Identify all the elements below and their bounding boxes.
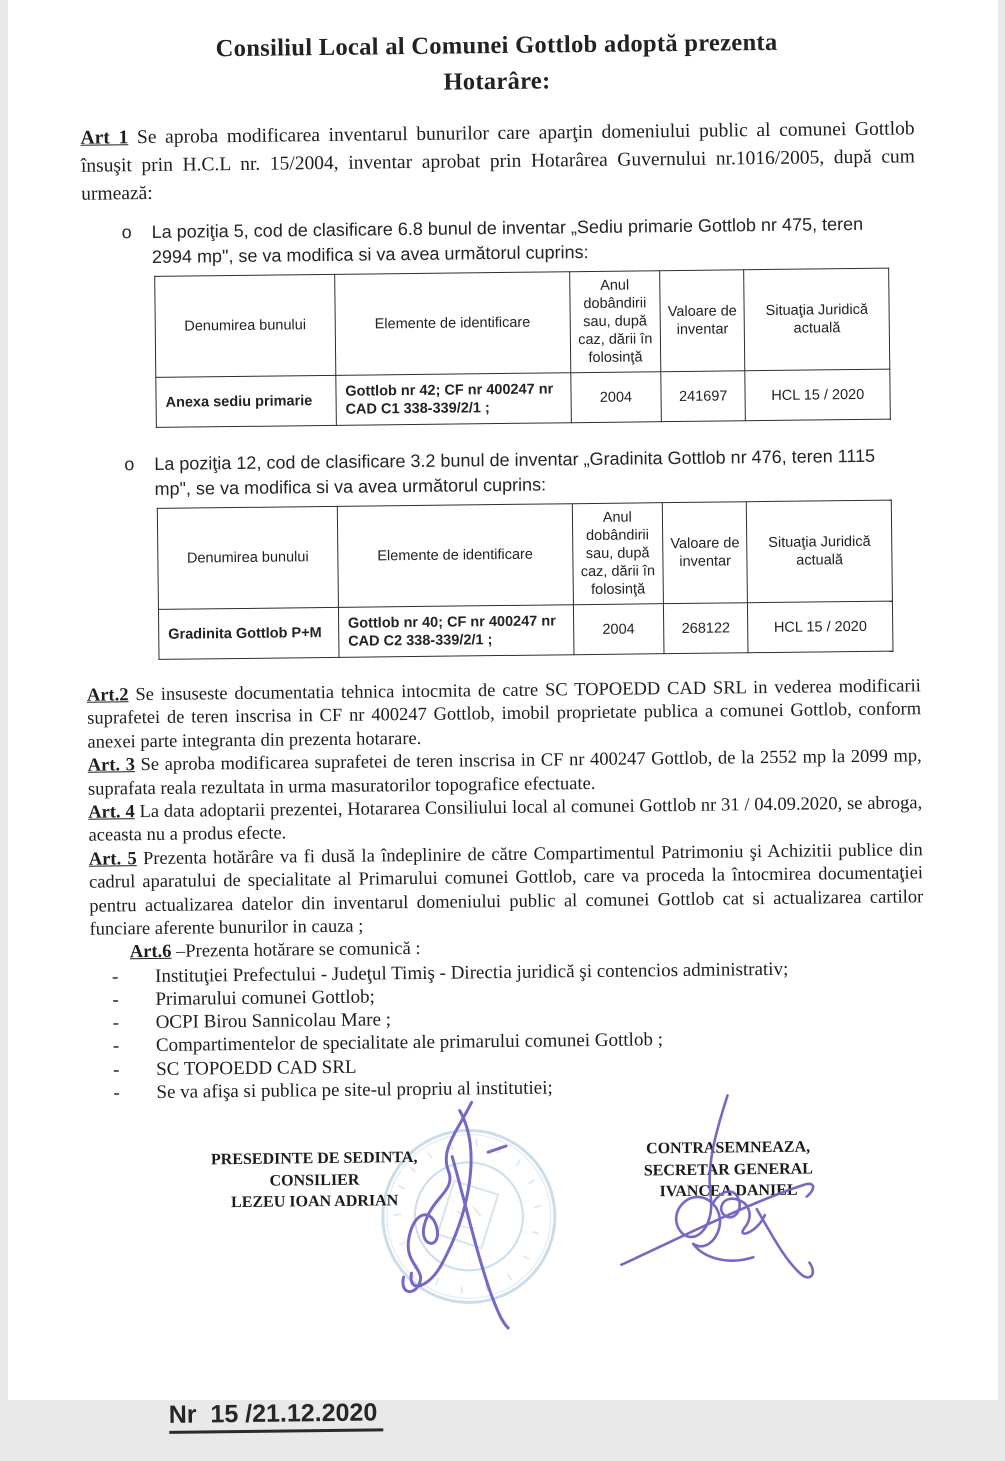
cell-anul: 2004	[570, 372, 661, 423]
col-header-anul: Anul dobândirii sau, după caz, dării în folosinţă	[569, 271, 660, 373]
handwritten-signature-icon	[605, 1086, 847, 1309]
dash-marker: -	[112, 1059, 120, 1081]
article-2-text: Se insuseste documentatia tehnica intocmita de catre SC TOPOEDD CAD SRL in vederea modificarii suprafetei de teren inscrisa in CF nr 400247 Gottlob, imobil proprietate publica a comunei Gottlob, conform anexei parte integranta din prezenta hotarare.	[86, 676, 921, 753]
list-item-text: Primarului comunei Gottlob;	[154, 986, 375, 1011]
table-row	[158, 601, 893, 659]
document-title-line2: Hotarâre:	[442, 67, 551, 96]
article-3-text: Se aproba modificarea suprafetei de teren inscrisa in CF nr 400247 Gottlob, de la 2552 mp la 2099 mp, suprafata reala rezultata in urma masuratorilor topografice efectuate.	[87, 746, 922, 800]
table-header-row	[154, 268, 889, 377]
article-4-text: La data adoptarii prezentei, Hotararea Consiliului local al comunei Gottlob nr 31 / 04.09.2020, se abroga, aceasta nu a produs efecte.	[87, 793, 922, 847]
scanned-document-page	[8, 0, 998, 1429]
signature-area	[91, 1095, 928, 1356]
article-3-label: Art. 3	[87, 755, 135, 776]
cell-denumire: Anexa sediu primarie	[155, 375, 335, 427]
position-12-intro: La poziţia 12, cod de clasificare 3.2 bunul de inventar „Gradinita Gottlob nr 476, teren 1115 mp", se va modifica si va avea următorul cuprins:	[153, 445, 875, 499]
cell-situatia: HCL 15 / 2020	[745, 369, 890, 421]
articles-block	[86, 675, 923, 965]
article-6-label: Art.6	[129, 942, 172, 963]
bullet-marker: o	[123, 454, 134, 475]
col-header-situatia: Situaţia Juridică actuală	[746, 500, 892, 603]
list-item-text: SC TOPOEDD CAD SRL	[155, 1056, 357, 1080]
article-1-label: Art 1	[79, 127, 128, 149]
position-12-bullet	[124, 443, 919, 502]
signatory-right-role: SECRETAR GENERAL	[643, 1160, 813, 1180]
list-item-text: Instituţiei Prefectului - Judeţul Timiş - Directia juridică şi contencios administrativ;	[154, 958, 788, 987]
article-6-text: –Prezenta hotărare se comunică :	[175, 939, 421, 963]
list-item-text: Compartimentelor de specialitate ale primarului comunei Gottlob ;	[155, 1029, 663, 1057]
cell-valoare: 241697	[660, 371, 745, 422]
signatory-left-title: PRESEDINTE DE SEDINTA,	[210, 1149, 417, 1169]
col-header-denumire: Denumirea bunului	[154, 274, 335, 377]
cell-elemente: Gottlob nr 40; CF nr 400247 nr CAD C2 338-339/2/1 ;	[338, 605, 573, 658]
cell-valoare: 268122	[663, 603, 748, 654]
bullet-marker: o	[121, 222, 132, 243]
list-item-text: OCPI Birou Sannicolau Mare ;	[155, 1009, 391, 1034]
inventory-table-position-5	[154, 268, 891, 428]
decision-number	[126, 1363, 929, 1459]
col-header-elemente: Elemente de identificare	[334, 272, 570, 376]
col-header-anul: Anul dobândirii sau, după caz, dării în folosinţă	[571, 503, 662, 605]
dash-marker: -	[111, 966, 119, 988]
article-5-text: Prezenta hotărâre va fi dusă la îndeplinire de către Compartimentul Patrimoniu şi Achizitii publice din cadrul aparatului de specialitate al Primarului comunei Gottlob, care va proceda la întocmirea documentaţiei pentru actualizarea datelor din inventarul domeniului public al comunei Gottlob cat si actualizarea cartilor funciare aferente bunurilor in cauza ;	[88, 840, 923, 940]
cell-situatia: HCL 15 / 2020	[747, 601, 892, 653]
inventory-table-position-12	[156, 500, 893, 660]
cell-elemente: Gottlob nr 42; CF nr 400247 nr CAD C1 338-339/2/1 ;	[335, 373, 570, 426]
article-2	[86, 675, 921, 755]
article-1-text: Se aproba modificarea inventarul bunurilor care aparţin domeniului public al comunei Gottlob însuşit prin H.C.L nr. 15/2004, inventar aprobat prin Hotarârea Guvernului nr.1016/2005, după cum urmează:	[80, 118, 915, 205]
position-5-bullet	[121, 211, 916, 270]
cell-anul: 2004	[573, 604, 664, 655]
position-5-intro: La poziţia 5, cod de clasificare 6.8 bunul de inventar „Sediu primarie Gottlob nr 475, teren 2994 mp", se va modifica si va avea următorul cuprins:	[151, 213, 863, 267]
col-header-elemente: Elemente de identificare	[337, 504, 573, 608]
col-header-situatia: Situaţia Juridică actuală	[744, 268, 890, 371]
article-4-label: Art. 4	[87, 802, 135, 823]
dash-marker: -	[112, 1082, 120, 1104]
article-2-label: Art.2	[86, 685, 129, 706]
signatory-right-name: IVANCEA DANIEL	[659, 1181, 798, 1201]
article-5	[88, 839, 923, 942]
article-5-label: Art. 5	[88, 849, 137, 870]
cell-denumire: Gradinita Gottlob P+M	[158, 607, 338, 659]
signatory-left-name: LEZEU IOAN ADRIAN	[230, 1192, 398, 1212]
dash-marker: -	[112, 1012, 119, 1034]
signatory-right-title: CONTRASEMNEAZA,	[645, 1138, 810, 1158]
signatory-left-role: CONSILIER	[268, 1171, 359, 1190]
decision-number-text: Nr 15 /21.12.2020	[168, 1399, 383, 1434]
handwritten-signature-icon	[339, 1095, 572, 1338]
distribution-list	[89, 956, 925, 1105]
col-header-valoare: Valoare de inventar	[659, 270, 745, 372]
article-1	[80, 115, 915, 208]
dash-marker: -	[111, 989, 119, 1011]
list-item-text: Se va afişa si publica pe site-ul propriu al institutiei;	[155, 1077, 553, 1103]
col-header-valoare: Valoare de inventar	[662, 502, 748, 604]
dash-marker: -	[112, 1035, 119, 1057]
document-title-line1: Consiliul Local al Comunei Gottlob adoptă prezenta	[215, 28, 778, 63]
document-title	[79, 23, 914, 104]
table-row	[155, 369, 890, 427]
col-header-denumire: Denumirea bunului	[157, 506, 338, 609]
table-header-row	[157, 500, 892, 609]
